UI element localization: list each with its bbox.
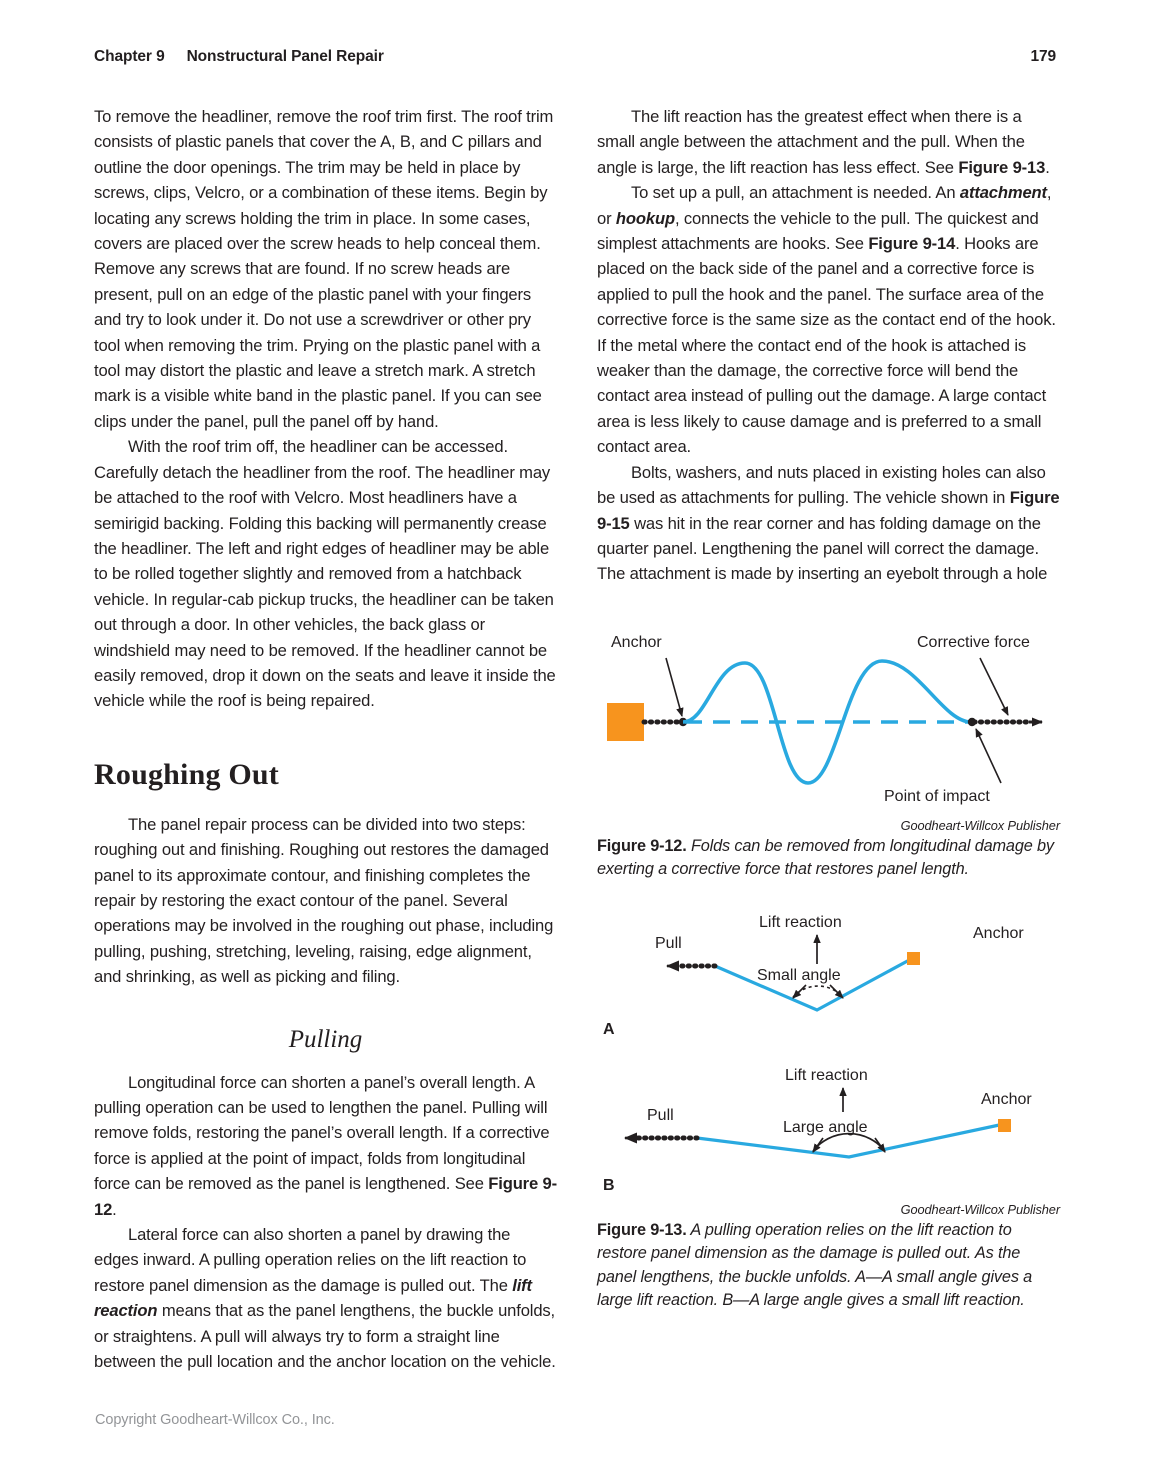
paragraph-attachment-text-3: , connects the vehicle to the pull. The quickest and simplest attachments are hooks. See bbox=[597, 208, 1039, 254]
panel-a-letter: A bbox=[603, 1020, 615, 1038]
panel-b-label-large-angle: Large angle bbox=[783, 1118, 868, 1136]
figure-9-13-panel-a-diagram bbox=[597, 912, 1060, 1044]
panel-b-label-anchor: Anchor bbox=[981, 1090, 1032, 1108]
left-column bbox=[94, 104, 557, 1374]
paragraph-lateral-force bbox=[94, 1222, 557, 1374]
chapter-number: Chapter 9 bbox=[94, 48, 165, 65]
paragraph-bolts-text-1: Bolts, washers, and nuts placed in existing holes can also be used as attachments for pulling. The vehicle shown in bbox=[597, 462, 1046, 508]
chapter-title: Nonstructural Panel Repair bbox=[186, 48, 384, 65]
right-column bbox=[597, 104, 1060, 1374]
page-number: 179 bbox=[1030, 48, 1056, 65]
figure-9-13-caption bbox=[597, 1219, 1060, 1313]
figure-9-13-credit: Goodheart-Willcox Publisher bbox=[900, 1201, 1060, 1217]
panel-b-angle-arc bbox=[813, 1133, 885, 1150]
figure-reference-9-12: Figure 9-12 bbox=[94, 1174, 557, 1219]
panel-b-angle-arrow-left bbox=[813, 1138, 823, 1152]
paragraph-lift-reaction-text-1: The lift reaction has the greatest effect when there is a small angle between the attachment and the pull. When the angle is large, the lift reaction has less effect. See bbox=[597, 107, 1025, 177]
paragraph-longitudinal-force-text-2: . bbox=[112, 1199, 117, 1219]
figure-reference-9-14: Figure 9-14 bbox=[868, 234, 956, 254]
anchor-leader-line bbox=[666, 658, 682, 716]
running-head-left bbox=[94, 48, 384, 66]
copyright-footer: Copyright Goodheart-Willcox Co., Inc. bbox=[95, 1412, 335, 1428]
panel-a-angle-arrow-left bbox=[793, 985, 806, 998]
panel-a-label-lift-reaction: Lift reaction bbox=[759, 913, 842, 931]
paragraph-attachment-text-4: . Hooks are placed on the back side of the panel and a corrective force is applied to pull the hook and the panel. The surface area of the corrective force is the same size as the contact end of the hook. If the metal where the contact end of the hook is attached is weaker than the damage, the corrective force will bend the contact area instead of pulling out the damage. A large contact area is less likely to cause damage and is preferred to a small contact area. bbox=[597, 234, 1056, 457]
paragraph-headliner-removal: To remove the headliner, remove the roof trim first. The roof trim consists of plastic panels that cover the A, B, and C pillars and outline the door openings. The trim may be held in place by screws, clips, Velcro, or a combination of these items. Begin by locating any screws holding the trim in place. In some cases, covers are placed over the screw heads to help conceal them. Remove any screws that are found. If no screw heads are present, pull on an edge of the plastic panel with your fingers and try to look under it. Do not use a screwdriver or other pry tool when removing the trim. Prying on the plastic panel with a tool may distort the plastic and leave a stretch mark. A stretch mark is a visible white band in the plastic panel. If you can see clips under the panel, pull the panel off by hand. bbox=[94, 107, 554, 431]
anchor-block-icon bbox=[607, 703, 644, 741]
figure-9-13-panel-b-diagram bbox=[597, 1064, 1060, 1202]
figure-9-13-caption-text: A pulling operation relies on the lift reaction to restore panel dimension as the damage is pulled out. As the panel lengthens, the buckle unfolds. A—A small angle gives a large lift reaction. B—A large angle gives a small lift reaction. bbox=[597, 1220, 1033, 1310]
text-columns bbox=[94, 104, 1060, 1374]
figure-9-12-label-point-of-impact: Point of impact bbox=[884, 787, 990, 805]
paragraph-lateral-force-text-1: Lateral force can also shorten a panel by drawing the edges inward. A pulling operation relies on the lift reaction to restore panel dimension as the damage is pulled out. The bbox=[94, 1225, 527, 1295]
figure-9-13 bbox=[597, 912, 1060, 1313]
paragraph-longitudinal-force bbox=[94, 1070, 557, 1222]
corrective-force-leader-line bbox=[980, 658, 1008, 715]
paragraph-headliner-access: With the roof trim off, the headliner can be accessed. Carefully detach the headliner from the roof. The headliner may be attached to the roof with Velcro. Most headliners have a semirigid backing. Folding this backing will permanently crease the headliner. The left and right edges of headliner may be able to be rolled together slightly and removed from a hatchback vehicle. In regular-cab pickup trucks, the headliner can be taken out through a door. In other vehicles, the back glass or windshield may need to be removed. If the headliner cannot be easily removed, drop it down on the seats and leave it inside the vehicle while the roof is being repaired. bbox=[94, 437, 556, 711]
figure-9-12-label-anchor: Anchor bbox=[611, 633, 662, 651]
paragraph-bolts-washers-nuts bbox=[597, 460, 1060, 587]
paragraph-panel-repair-process: The panel repair process can be divided into two steps: roughing out and finishing. Roughing out restores the damaged panel to its approximate contour, and finishing completes the repair by restoring the exact contour of the panel. Several operations may be involved in the roughing out phase, including pulling, pushing, stretching, leveling, raising, edge alignment, and shrinking, as well as picking and filing. bbox=[94, 814, 554, 987]
term-lift-reaction: lift reaction bbox=[94, 1275, 532, 1321]
figure-reference-9-13: Figure 9-13 bbox=[958, 157, 1046, 177]
panel-a-label-small-angle: Small angle bbox=[757, 966, 841, 984]
paragraph-attachment-text-2: , or bbox=[597, 183, 1052, 228]
panel-a-label-pull: Pull bbox=[655, 934, 682, 952]
figure-reference-9-15: Figure 9-15 bbox=[597, 488, 1060, 533]
paragraph-lift-reaction-effect bbox=[597, 104, 1060, 180]
figure-9-12 bbox=[597, 623, 1060, 882]
panel-a-buckle-line bbox=[715, 958, 913, 1010]
figure-9-12-credit: Goodheart-Willcox Publisher bbox=[900, 817, 1060, 833]
panel-b-anchor-icon bbox=[998, 1119, 1011, 1132]
panel-a-anchor-icon bbox=[907, 952, 920, 965]
panel-a-label-anchor: Anchor bbox=[973, 924, 1024, 942]
running-head bbox=[94, 48, 1056, 66]
figure-9-12-diagram bbox=[597, 623, 1060, 818]
sub-heading-pulling: Pulling bbox=[288, 1025, 363, 1053]
paragraph-bolts-text-2: was hit in the rear corner and has folding damage on the quarter panel. Lengthening the panel will correct the damage. The attachment is made by inserting an eyebolt through a hole bbox=[597, 513, 1048, 584]
paragraph-attachment bbox=[597, 180, 1060, 459]
paragraph-attachment-text-1: To set up a pull, an attachment is needed. An bbox=[631, 183, 960, 203]
paragraph-lateral-force-text-2: means that as the panel lengthens, the buckle unfolds, or straightens. A pull will always try to form a straight line between the pull location and the anchor location on the vehicle. bbox=[94, 1301, 556, 1372]
term-attachment: attachment bbox=[959, 183, 1047, 203]
figure-9-12-caption bbox=[597, 835, 1060, 882]
impact-leader-line bbox=[976, 729, 1001, 783]
figure-9-12-label-corrective-force: Corrective force bbox=[917, 633, 1030, 651]
paragraph-longitudinal-force-text-1: Longitudinal force can shorten a panel’s overall length. A pulling operation can be used to lengthen the panel. Pulling will remove folds, restoring the panel’s overall length. If a corrective force is applied at the point of impact, folds from longitudinal force can be removed as the panel is lengthened. See bbox=[94, 1072, 550, 1194]
panel-b-letter: B bbox=[603, 1176, 615, 1194]
figure-9-12-caption-number: Figure 9-12. bbox=[597, 836, 687, 855]
figure-9-12-caption-text: Folds can be removed from longitudinal damage by exerting a corrective force that restores panel length. bbox=[597, 836, 1054, 879]
paragraph-lift-reaction-text-2: . bbox=[1045, 157, 1050, 177]
panel-a-angle-arrow-right bbox=[830, 985, 843, 998]
panel-b-label-lift-reaction: Lift reaction bbox=[785, 1066, 868, 1084]
panel-b-label-pull: Pull bbox=[647, 1106, 674, 1124]
section-heading-roughing-out: Roughing Out bbox=[94, 757, 279, 791]
term-hookup: hookup bbox=[615, 208, 675, 228]
figure-9-13-caption-number: Figure 9-13. bbox=[597, 1220, 687, 1239]
